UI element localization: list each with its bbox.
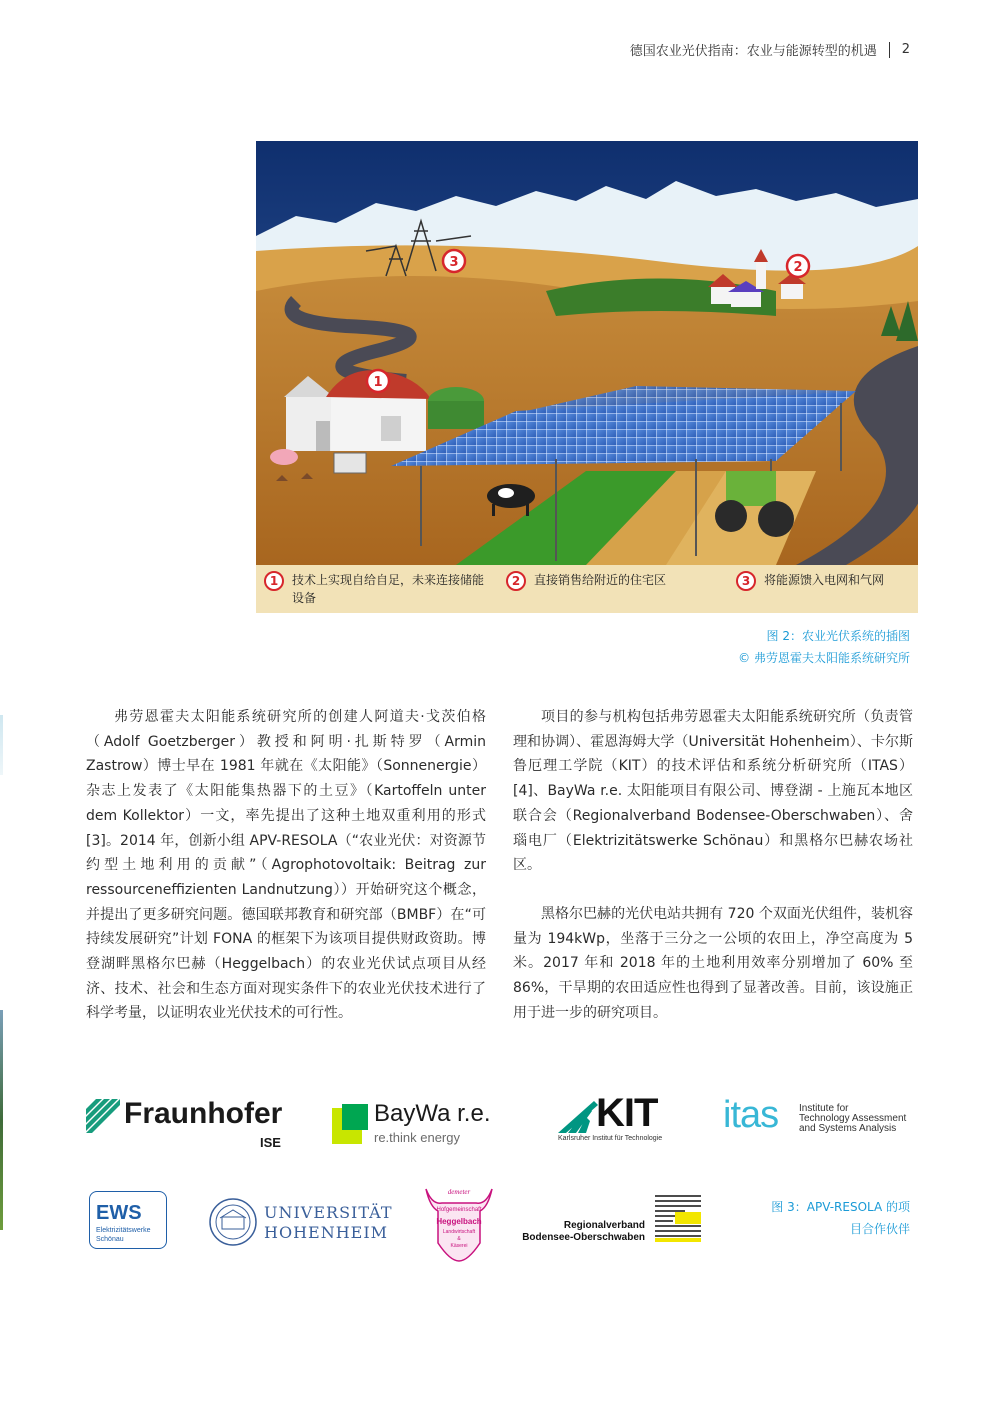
legend-number: 3 <box>736 571 756 591</box>
header-title: 德国农业光伏指南：农业与能源转型的机遇 <box>629 44 877 59</box>
page-header <box>630 40 910 59</box>
legend-item <box>264 571 484 607</box>
kit-logo <box>558 1091 673 1147</box>
heggelbach-sub: Käserei <box>450 1243 468 1249</box>
legend-number: 1 <box>264 571 284 591</box>
itas-line: Technology Assessment <box>799 1113 907 1124</box>
pig <box>270 449 298 465</box>
paragraph: 弗劳恩霍夫太阳能系统研究所的创建人阿道夫·戈茨伯格（Adolf Goetzberger）教授和阿明·扎斯特罗（Armin Zastrow）博士早在 1981 年就在《太阳能》（Sonnenergie）杂志上发表了《太阳能集热器下的土豆》（Kartoffeln unter dem Kollektor）一文，率先提出了这种土地双重利用的形式 [3]。2014 年，创新小组 APV-RESOLA（“农业光伏：对资源节约型土地利用的贡献”（Agrophotovoltaik: Beitrag zur ressourceneffizienten Landnutzung））开始研究这个概念，并提出了更多研究问题。德国联邦教育和研究部（BMBF）在“可持续发展研究”计划 FONA 的框架下为该项目提供财政资助。博登湖畔黑格尔巴赫（Heggelbach）的农业光伏试点项目从经济、技术、社会和生态方面对现实条件下的农业光伏技术进行了科学考量，以证明农业光伏技术的可行性。 <box>86 709 486 1022</box>
ews-line: Elektrizitätswerke <box>96 1227 151 1234</box>
hohenheim-seal <box>208 1197 258 1247</box>
figure-caption <box>738 625 910 669</box>
paragraph: 项目的参与机构包括弗劳恩霍夫太阳能系统研究所（负责管理和协调）、霍恩海姆大学（Universität Hohenheim）、卡尔斯鲁厄理工学院（KIT）的技术评估和系统分析研究所（ITAS）[4]、BayWa r.e. 太阳能项目有限公司、博登湖 - 上施瓦本地区联合会（Regionalverband Bodensee-Oberschwaben）、舍瑙电厂（Elektrizitätswerke Schönau）和黑格尔巴赫农场社区。 <box>513 709 913 874</box>
marker-1 <box>367 370 389 392</box>
fraunhofer-sub: ISE <box>260 1135 281 1150</box>
itas-line: and Systems Analysis <box>799 1123 897 1134</box>
figure-caption-credit: © 弗劳恩霍夫太阳能系统研究所 <box>738 651 910 665</box>
fraunhofer-logo <box>86 1097 286 1152</box>
battery-storage <box>334 453 366 473</box>
page-number: 2 <box>901 42 910 57</box>
legend-text: 将能源馈入电网和气网 <box>764 573 885 587</box>
right-column <box>513 705 913 1025</box>
baywa-logo <box>332 1100 502 1150</box>
biogas-tank <box>428 387 484 429</box>
logos-caption-line: 图 3：APV-RESOLA 的项 <box>771 1200 910 1214</box>
itas-logo <box>723 1094 913 1140</box>
marker-2 <box>787 255 809 277</box>
itas-line: Institute for <box>799 1103 849 1114</box>
hohenheim-line: HOHENHEIM <box>264 1223 389 1242</box>
marker-1-label: 1 <box>373 375 383 390</box>
legend-number: 2 <box>506 571 526 591</box>
kit-sub: Karlsruher Institut für Technologie <box>558 1135 663 1142</box>
left-column <box>86 705 486 1026</box>
itas-name: itas <box>723 1094 779 1136</box>
illustration-scene <box>256 141 918 565</box>
itas-text <box>799 1104 906 1134</box>
legend-text: 直接销售给附近的住宅区 <box>534 573 667 587</box>
heggelbach-top: demeter <box>447 1188 471 1196</box>
heggelbach-sub: & <box>457 1236 461 1242</box>
fraunhofer-mark <box>86 1099 120 1133</box>
ews-logo <box>89 1191 167 1249</box>
marker-2-label: 2 <box>793 260 803 275</box>
logos-caption <box>771 1196 910 1240</box>
legend-item <box>736 571 884 591</box>
paragraph: 黑格尔巴赫的光伏电站共拥有 720 个双面光伏组件，装机容量为 194kWp，坐落于三分之一公顷的农田上，净空高度为 5 米。2017 年和 2018 年的土地利用效率分别增加了 60% 至 86%，干旱期的农田适应性也得到了显著改善。目前，该设施正用于进一步的研究项目。 <box>513 905 913 1021</box>
regional-mark <box>655 1192 701 1242</box>
kit-mark <box>558 1097 598 1133</box>
baywa-tagline: re.think energy <box>374 1130 460 1145</box>
figure-legend <box>256 565 918 613</box>
heggelbach-mid: Hofgemeinschaft <box>436 1207 482 1213</box>
kit-name: KIT <box>596 1091 658 1135</box>
hohenheim-logo <box>208 1197 398 1249</box>
regionalverband-logo <box>517 1192 703 1244</box>
ews-line: Schönau <box>96 1236 124 1243</box>
heggelbach-logo <box>422 1185 496 1263</box>
baywa-name: BayWa r.e. <box>374 1100 491 1127</box>
edge-strip <box>0 1010 3 1230</box>
ews-name: EWS <box>96 1202 142 1224</box>
figure-caption-title: 图 2：农业光伏系统的插图 <box>766 629 910 643</box>
agrivoltaic-illustration <box>256 141 918 613</box>
fraunhofer-name: Fraunhofer <box>124 1097 283 1130</box>
legend-text: 技术上实现自给自足，未来连接储能设备 <box>292 573 485 605</box>
heggelbach-name: Heggelbach <box>436 1217 482 1226</box>
marker-3 <box>443 250 465 272</box>
heggelbach-sub: Landwirtschaft <box>442 1229 476 1235</box>
marker-3-label: 3 <box>449 255 459 270</box>
regional-line: Regionalverband <box>563 1220 645 1231</box>
barn <box>284 370 431 451</box>
logos-caption-line: 目合作伙伴 <box>849 1222 910 1236</box>
hohenheim-line: UNIVERSITÄT <box>264 1203 393 1222</box>
edge-strip <box>0 715 3 775</box>
header-divider <box>889 42 890 58</box>
regional-line: Bodensee-Oberschwaben <box>522 1232 645 1243</box>
legend-item <box>506 571 666 591</box>
baywa-mark-inner <box>342 1104 368 1130</box>
